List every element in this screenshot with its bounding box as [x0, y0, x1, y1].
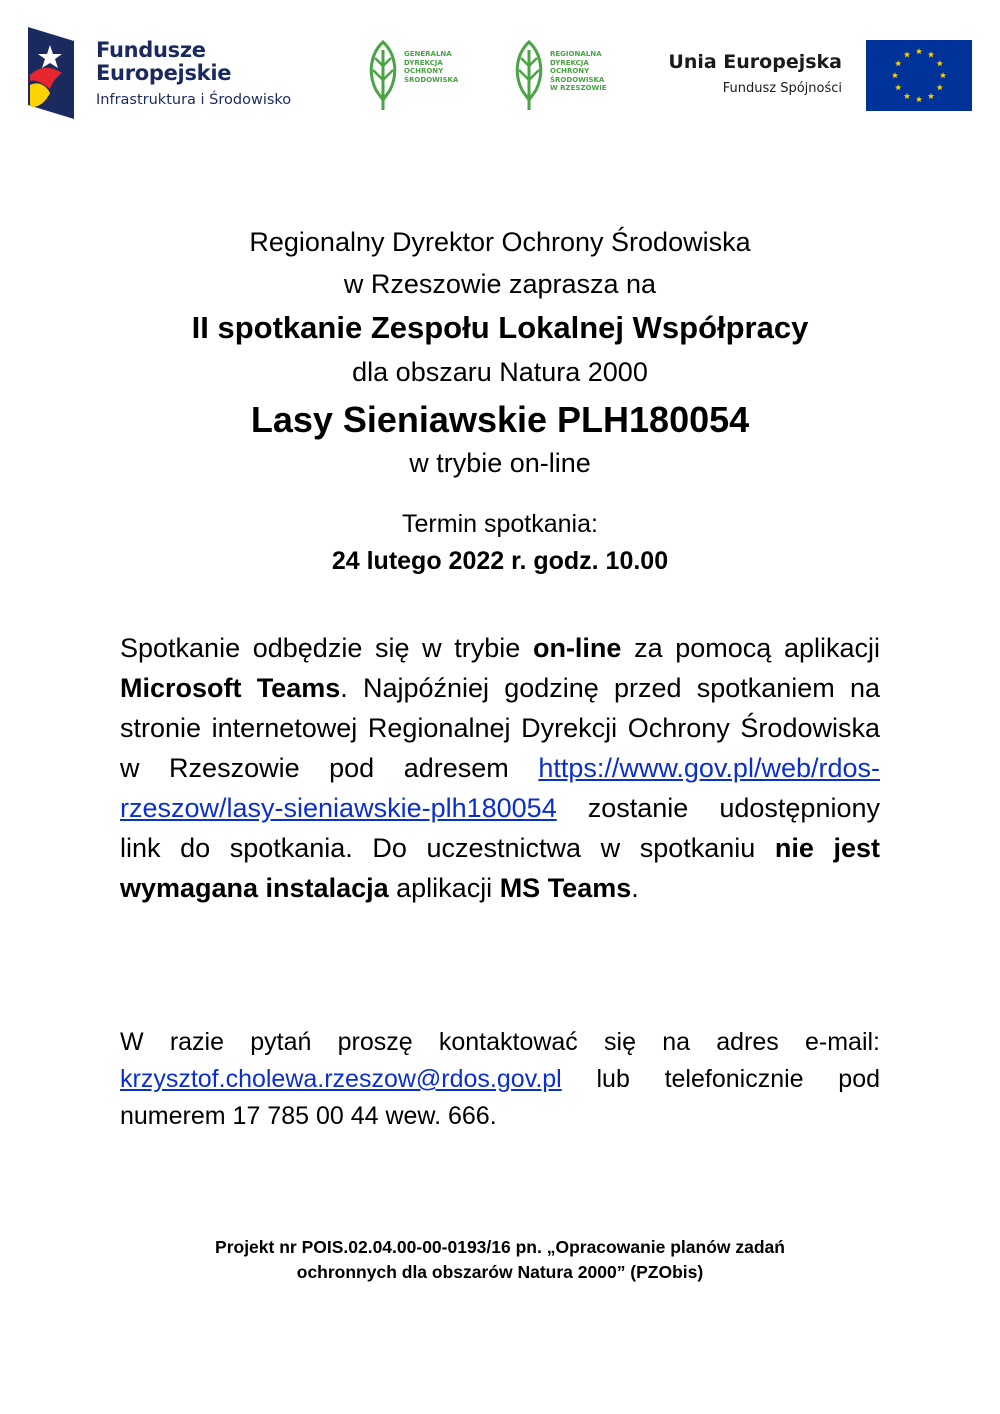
p2-text-b: lub telefonicznie pod numerem 17 785 00 44 wew. 666. [120, 1065, 880, 1130]
site-name: Lasy Sieniawskie PLH180054 [250, 399, 750, 440]
p1-text-j: . [631, 873, 639, 903]
fe-line1: Fundusze [96, 38, 206, 62]
p1-bold-install: nie jest wymagana instalacja [120, 833, 880, 903]
fundusze-europejskie-text [96, 40, 291, 108]
contact-email-link[interactable]: krzysztof.cholewa.rzeszow@rdos.gov.pl [120, 1065, 562, 1093]
header-logos [0, 0, 1000, 140]
title-line1: Regionalny Dyrektor Ochrony Środowiska [249, 227, 751, 257]
footer-line1: Projekt nr POIS.02.04.00-00-0193/16 pn. „Opracowanie planów zadań [215, 1237, 785, 1257]
p1-text-c: za pomocą aplikacji [621, 633, 880, 663]
fundusze-europejskie-logo [28, 27, 74, 119]
rdos-logo-text: REGIONALNA DYREKCJA OCHRONY ŚRODOWISKA W RZESZOWIE [550, 50, 607, 92]
p1-text-e: . Najpóźniej godzinę przed spotkaniem na stronie internetowej Regionalnej Dyrekcji Ochrony Środowiska w Rzeszowie pod adresem [120, 673, 881, 783]
main-paragraph [120, 628, 880, 908]
ue-line2: Fundusz Spójności [722, 81, 842, 96]
meeting-title: II spotkanie Zespołu Lokalnej Współpracy [191, 310, 809, 345]
p1-bold-online: on-line [532, 633, 622, 663]
rdos-leaf-icon [512, 40, 546, 112]
unia-europejska-text [668, 51, 842, 96]
rdos-page-link[interactable]: https://www.gov.pl/web/rdos-rzeszow/lasy-sieniawskie-plh180054 [120, 753, 880, 823]
p1-bold-msteams: MS Teams [499, 873, 632, 903]
p1-text-a: Spotkanie odbędzie się w trybie [120, 633, 533, 663]
fe-line2: Europejskie [96, 61, 232, 85]
gdos-logo-text: GENERALNA DYREKCJA OCHRONY ŚRODOWISKA [404, 50, 459, 84]
gdos-leaf-icon [366, 40, 400, 112]
project-footer [0, 1235, 1000, 1285]
eu-flag-icon [866, 40, 972, 111]
p1-text-f: zostanie udostępniony link do spotkania. Do uczestnictwa w spotkaniu [120, 793, 880, 863]
term-date: 24 lutego 2022 r. godz. 10.00 [331, 547, 669, 575]
title-line4: dla obszaru Natura 2000 [352, 357, 648, 387]
title-line2: w Rzeszowie zaprasza na [343, 269, 657, 299]
title-line6: w trybie on-line [409, 448, 591, 478]
term-label: Termin spotkania: [402, 510, 598, 538]
p1-text-h: aplikacji [388, 873, 500, 903]
p1-bold-teams: Microsoft Teams [120, 673, 341, 703]
fe-line3: Infrastruktura i Środowisko [96, 92, 292, 108]
ue-line1: Unia Europejska [668, 51, 842, 73]
contact-paragraph [120, 1024, 880, 1135]
footer-line2: ochronnych dla obszarów Natura 2000” (PZObis) [296, 1262, 704, 1282]
p2-text-a: W razie pytań proszę kontaktować się na adres e-mail: [120, 1028, 880, 1056]
